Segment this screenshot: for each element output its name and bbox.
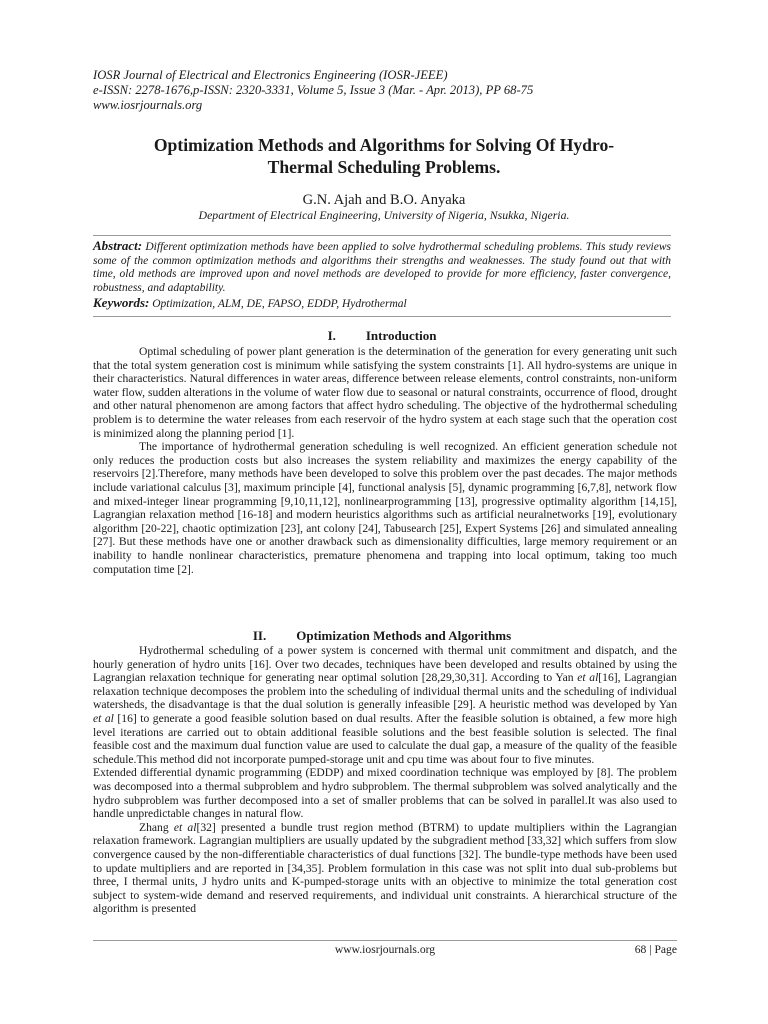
- et-al: et al: [577, 671, 599, 685]
- text-run: [16], Lagrangian relaxation technique decomposes the problem into the scheduling of individual thermal units and the scheduling of individual watersheds, the disadvantage is that the dual solution is generally infeasible [29]. A heuristic method was developed by Yan: [93, 671, 677, 712]
- text-run: Zhang: [139, 820, 174, 834]
- journal-name: IOSR Journal of Electrical and Electronics Engineering (IOSR-JEEE): [93, 68, 448, 82]
- paper-title-line2: Thermal Scheduling Problems.: [267, 157, 501, 177]
- page-footer: [93, 942, 677, 958]
- author-affiliation: Department of Electrical Engineering, University of Nigeria, Nsukka, Nigeria.: [198, 208, 570, 222]
- keywords-text: Optimization, ALM, DE, FAPSO, EDDP, Hydrothermal: [149, 298, 407, 310]
- methods-body: [93, 644, 677, 916]
- paper-title-line1: Optimization Methods and Algorithms for Solving Of Hydro-: [153, 135, 615, 155]
- section-title: Introduction: [365, 328, 437, 343]
- journal-header: [93, 68, 683, 113]
- section-title: Optimization Methods and Algorithms: [296, 628, 512, 643]
- section-heading-introduction: [93, 328, 671, 344]
- section-number: I.: [327, 328, 336, 343]
- et-al: et al: [93, 711, 114, 725]
- journal-website: www.iosrjournals.org: [93, 98, 203, 112]
- section-heading-methods: [93, 628, 671, 644]
- abstract-top-rule: [93, 235, 671, 236]
- journal-issn: e-ISSN: 2278-1676,p-ISSN: 2320-3331, Volume 5, Issue 3 (Mar. - Apr. 2013), PP 68-75: [93, 83, 534, 97]
- abstract-label: Abstract:: [93, 238, 143, 253]
- abstract-block: [93, 239, 671, 295]
- keywords-label: Keywords:: [93, 295, 150, 310]
- footer-rule: [93, 940, 677, 941]
- paragraph: Optimal scheduling of power plant generation is the determination of the generation for every generating unit such that the total system generation cost is minimum while satisfying the system constraints [1]. All hydro-systems are unique in their characteristics. Natural differences in water areas, difference between release elements, control constraints, non-uniform water flow, sudden alterations in the volume of water flow due to seasonal or natural constraints, occurrence of flood, drought and other natural phenomenon are among factors that affect hydro scheduling. The objective of the hydrothermal scheduling problem is to determine the water releases from each reservoir of the hydro system at each stage such that the operation cost is minimized along the planning period [1].: [93, 345, 677, 440]
- text-run: [16] to generate a good feasible solution based on dual results. After the feasible solution is obtained, a few more high level iterations are carried out to obtain additional feasible solutions and the best feasible solution is selected. The final feasible cost and the maximum dual function value are used to calculate the dual gap, a measure of the quality of the feasible schedule.This method did not incorporate pumped-storage unit and cpu time was about four to five minutes.: [93, 711, 677, 766]
- section-number: II.: [252, 628, 267, 643]
- page-number: 68 | Page: [634, 943, 677, 956]
- paragraph: [93, 821, 677, 916]
- abstract-text: Different optimization methods have been applied to solve hydrothermal scheduling problems. This study reviews some of the common optimization methods and algorithms their strengths and weaknesses. The study found out that with time, old methods are improved upon and novel methods are developed to provide for more efficiency, faster convergence, robustness, and adaptability.: [93, 241, 671, 294]
- keywords-block: [93, 296, 671, 311]
- introduction-body: [93, 345, 677, 576]
- paragraph: Extended differential dynamic programming (EDDP) and mixed coordination technique was employed by [8]. The problem was decomposed into a thermal subproblem and hydro subproblem. The thermal subproblem was solved analytically and the hydro subproblem was further decomposed into a set of smaller problems that can be solved in parallel.It was also used to handle unpredictable changes in natural flow.: [93, 766, 677, 821]
- text-run: [32] presented a bundle trust region method (BTRM) to update multipliers within the Lagrangian relaxation framework. Lagrangian multipliers are usually updated by the subgradient method [33,32] which suffers from slow convergence caused by the non-differentiable characteristics of dual functions [32]. The bundle-type methods have been used to update multipliers and are reported in [34,35]. Problem formulation in this case was not split into dual sub-problems but three, I thermal units, J hydro units and K-pumped-storage units with an objective to minimize the total generation cost subject to system-wide demand and reserved requirements, and individual unit constraints. A hierarchical structure of the algorithm is presented: [93, 820, 677, 916]
- paper-authors: G.N. Ajah and B.O. Anyaka: [302, 192, 466, 208]
- footer-website: www.iosrjournals.org: [334, 943, 436, 956]
- paragraph: The importance of hydrothermal generation scheduling is well recognized. An efficient generation schedule not only reduces the production costs but also increases the system reliability and maximizes the energy capability of the reservoirs [2].Therefore, many methods have been developed to solve this problem over the past decades. The major methods include variational calculus [3], maximum principle [4], functional analysis [5], dynamic programming [6,7,8], network flow and mixed-integer linear programming [9,10,11,12], nonlinearprogramming [13], progressive optimality algorithm [14,15], Lagrangian relaxation method [16-18] and modern heuristics algorithms such as artificial neuralnetworks [19], evolutionary algorithm [20-22], chaotic optimization [23], ant colony [24], Tabusearch [25], Expert Systems [26] and simulated annealing [27]. But these methods have one or another drawback such as dimensionality difficulties, large memory requirement or an inability to handle nonlinear characteristics, premature phenomena and trapping into local optimum, taking too much computation time [2].: [93, 440, 677, 576]
- paragraph: [93, 644, 677, 766]
- et-al: et al: [173, 820, 197, 834]
- paper-title: [88, 134, 680, 178]
- text-run: Hydrothermal scheduling of a power system is concerned with thermal unit commitment and dispatch, and the hourly generation of hydro units [16]. Over two decades, techniques have been developed and results obtained by using the Lagrangian relaxation technique for generating near optimal solution [28,29,30,31]. According to Yan: [93, 644, 677, 685]
- abstract-bottom-rule: [93, 316, 671, 317]
